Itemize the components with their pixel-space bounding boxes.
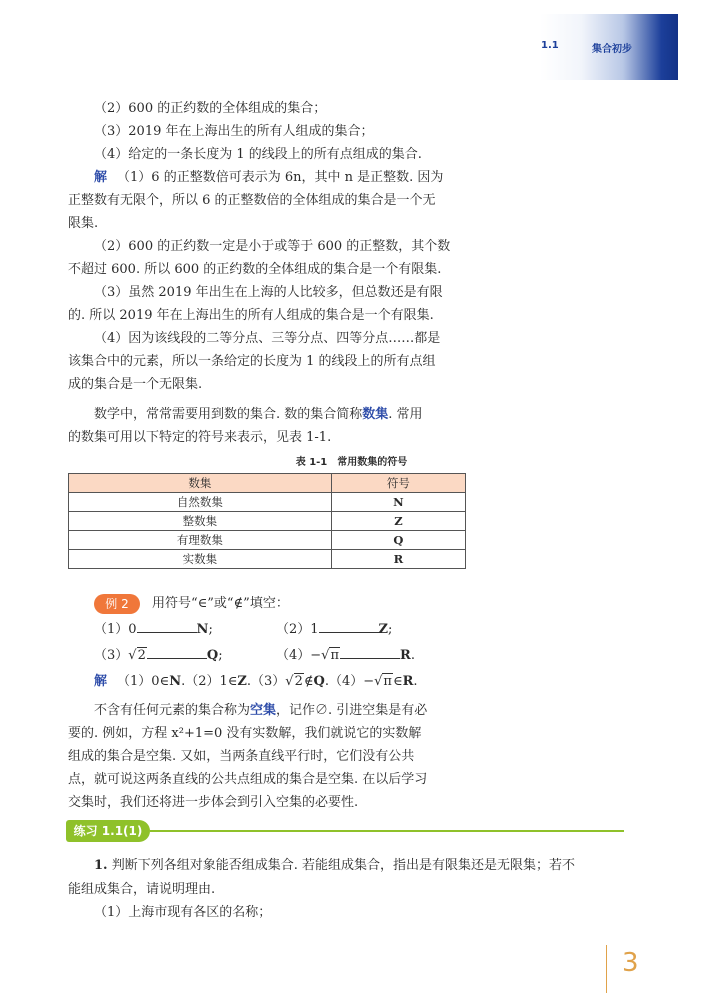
set-symbol: Z [237, 674, 247, 689]
example-badge: 例 2 [94, 594, 140, 614]
text-span: （4）− [276, 648, 322, 663]
text-line [94, 168, 443, 188]
radicand: 2 [137, 648, 146, 663]
number-sets-table [68, 473, 466, 569]
text-span: .（3） [246, 674, 286, 689]
text-line [94, 701, 427, 721]
text-line: 不超过 600. 所以 600 的正约数的全体组成的集合是一个有限集. [68, 262, 442, 277]
text-span: （3） [94, 648, 129, 663]
table-cell: 整数集 [69, 512, 332, 531]
section-number: 1.1 [541, 40, 559, 51]
example-question: （3）√2 Q; [94, 648, 223, 663]
table-row [69, 550, 466, 569]
table-cell: N [331, 493, 465, 512]
text-line: 正整数有无限个，所以 6 的正整数倍的全体组成的集合是一个无 [68, 193, 436, 208]
text-span: . 常用 [388, 407, 423, 422]
text-line: （3）2019 年在上海出生的所有人组成的集合； [94, 124, 374, 139]
table-row [69, 493, 466, 512]
example-solution [94, 672, 418, 692]
fill-blank [319, 620, 379, 633]
table-cell: 有理数集 [69, 531, 332, 550]
text-line: （2）600 的正约数的全体组成的集合； [94, 101, 327, 116]
set-symbol: R [402, 674, 414, 689]
page-number: 3 [622, 948, 639, 978]
term-shuji: 数集 [362, 407, 389, 422]
text-line: 能组成集合，请说明理由. [68, 882, 216, 897]
text-line: 交集时，我们还将进一步体会到引入空集的必要性. [68, 795, 359, 810]
page-number-rule [606, 945, 607, 993]
table-row [69, 512, 466, 531]
table-cell: Q [331, 531, 465, 550]
practice-tab: 练习 1.1(1) [66, 820, 150, 842]
section-title: 集合初步 [592, 44, 632, 55]
relation-symbol: ∈ [392, 674, 403, 689]
sqrt-expression: √π [321, 648, 340, 663]
text-span: .（4）− [324, 674, 375, 689]
set-symbol: R [400, 648, 411, 663]
text-line: 限集. [68, 216, 99, 231]
text-line: 的. 所以 2019 年在上海出生的所有人组成的集合是一个有限集. [68, 308, 434, 323]
table-header-row [69, 474, 466, 493]
text-line [94, 856, 575, 876]
term-kongji: 空集 [250, 703, 277, 718]
text-line: （4）给定的一条长度为 1 的线段上的所有点组成的集合. [94, 147, 422, 162]
text-line: 的数集可用以下特定的符号来表示，见表 1-1. [68, 430, 332, 445]
text-span: （1）6 的正整数倍可表示为 6n，其中 n 是正整数. 因为 [117, 170, 444, 185]
set-symbol: N [169, 674, 182, 689]
relation-symbol: ∉ [303, 674, 314, 689]
fill-blank [147, 646, 207, 659]
text-line: 成的集合是一个无限集. [68, 377, 203, 392]
text-line: （4）因为该线段的二等分点、三等分点、四等分点……都是 [94, 331, 441, 346]
table-header-cell: 符号 [331, 474, 465, 493]
radicand: π [330, 648, 340, 663]
set-symbol: Z [378, 622, 389, 637]
text-line: 要的. 例如，方程 x²+1=0 没有实数解，我们就说它的实数解 [68, 726, 422, 741]
set-symbol: Q [313, 674, 325, 689]
text-line [94, 405, 423, 425]
text-span: （1）0 [94, 622, 137, 637]
text-span: .（2）1∈ [181, 674, 238, 689]
table-caption: 表 1-1 常用数集的符号 [295, 457, 408, 468]
text-span: 判断下列各组对象能否组成集合. 若能组成集合，指出是有限集还是无限集；若不 [111, 858, 575, 873]
sqrt-expression: √2 [128, 648, 146, 663]
example-question: （1）0 N; [94, 622, 213, 637]
text-line: 该集合中的元素，所以一条给定的长度为 1 的线段上的所有点组 [68, 354, 436, 369]
example-question: （2）1 Z; [276, 622, 393, 637]
text-line: 组成的集合是空集. 又如，当两条直线平行时，它们没有公共 [68, 749, 415, 764]
exercise-number: 1. [94, 858, 108, 873]
table-cell: 实数集 [69, 550, 332, 569]
text-span: 不含有任何元素的集合称为 [94, 703, 251, 718]
fill-blank [340, 646, 400, 659]
text-line: （2）600 的正约数一定是小于或等于 600 的正整数，其个数 [94, 239, 451, 254]
sqrt-expression: √2 [285, 674, 303, 689]
table-cell: Z [331, 512, 465, 531]
text-line: （1）上海市现有各区的名称； [94, 905, 272, 920]
text-span: . [413, 674, 418, 689]
set-symbol: Q [206, 648, 219, 663]
table-cell: R [331, 550, 465, 569]
example-question: （4）−√π R. [276, 648, 415, 663]
solution-label: 解 [94, 674, 108, 689]
text-span: （2）1 [276, 622, 319, 637]
text-line: （3）虽然 2019 年出生在上海的人比较多，但总数还是有限 [94, 285, 443, 300]
example-prompt: 用符号“∈”或“∉”填空： [152, 596, 289, 611]
solution-label: 解 [94, 170, 108, 185]
text-span: 数学中，常常需要用到数的集合. 数的集合简称 [94, 407, 363, 422]
radicand: π [383, 674, 392, 689]
text-span: （1）0∈ [117, 674, 170, 689]
table-header-cell: 数集 [69, 474, 332, 493]
practice-divider [150, 830, 624, 832]
set-symbol: N [196, 622, 209, 637]
sqrt-expression: √π [374, 674, 392, 689]
text-line: 点，就可说这两条直线的公共点组成的集合是空集. 在以后学习 [68, 772, 428, 787]
table-row [69, 531, 466, 550]
radicand: 2 [294, 674, 303, 689]
fill-blank [137, 620, 197, 633]
table-cell: 自然数集 [69, 493, 332, 512]
text-span: ，记作∅. 引进空集是有必 [276, 703, 428, 718]
